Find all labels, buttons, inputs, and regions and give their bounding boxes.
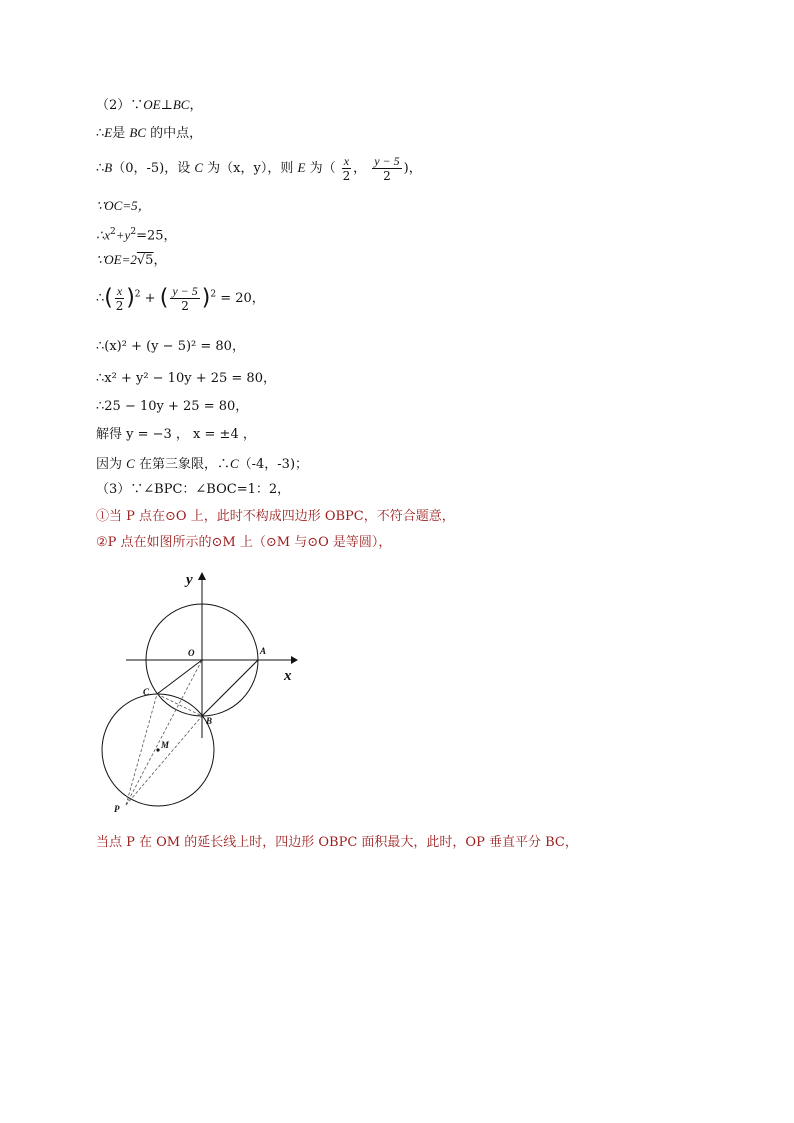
solution-line-2 xyxy=(96,124,202,143)
numerator: x xyxy=(116,284,123,298)
text: =25， xyxy=(136,228,177,244)
left-paren: ( xyxy=(159,285,169,311)
text: + xyxy=(144,291,156,306)
segment-po xyxy=(126,660,202,805)
text: )， xyxy=(403,161,422,176)
text: ⊥ xyxy=(160,98,173,113)
text: 因为 xyxy=(96,457,127,472)
text: ∵OE=2 xyxy=(96,252,137,267)
math: E xyxy=(297,160,306,175)
text: 的中点， xyxy=(146,126,203,141)
exponent: 2 xyxy=(110,227,116,237)
text: （2）∵ xyxy=(96,98,144,113)
geometry-figure xyxy=(96,568,306,818)
text: 是 xyxy=(112,126,130,141)
segment-bc xyxy=(157,694,202,716)
exponent: 2 xyxy=(134,289,141,300)
segment-oc xyxy=(157,660,202,694)
denominator: 2 xyxy=(342,169,351,183)
fraction-x-over-2 xyxy=(342,154,351,183)
label-a: A xyxy=(260,646,267,656)
numerator: x xyxy=(343,154,350,168)
text: ， xyxy=(189,98,203,113)
solution-line-14: ①当 P 点在⊙O 上，此时不构成四边形 OBPC，不符合题意， xyxy=(96,509,455,524)
y-axis-arrow xyxy=(198,572,206,580)
solution-line-6 xyxy=(96,251,166,270)
solution-line-15: ②P 点在如图所示的⊙M 上（⊙M 与⊙O 是等圆）， xyxy=(96,535,392,550)
axis-label-y: y xyxy=(186,572,193,588)
math: E xyxy=(104,125,113,140)
x-axis-arrow xyxy=(291,656,298,664)
text: 为（ xyxy=(305,161,336,176)
fraction-y-minus-5-over-2 xyxy=(372,154,401,183)
fraction-x-over-2 xyxy=(115,284,124,313)
solution-line-1 xyxy=(96,96,203,115)
left-paren: ( xyxy=(104,285,113,311)
segment-pc xyxy=(126,694,157,805)
axis-label-x: x xyxy=(284,668,292,684)
text: 为（x，y），则 xyxy=(203,161,298,176)
right-paren: ) xyxy=(126,285,135,311)
label-c: C xyxy=(143,687,150,697)
math: C xyxy=(194,160,204,175)
exponent: 2 xyxy=(210,289,217,300)
solution-line-7 xyxy=(96,284,265,313)
solution-line-12 xyxy=(96,455,308,474)
solution-line-9: ∴x² + y² − 10y + 25 = 80， xyxy=(96,371,276,386)
label-m: M xyxy=(161,740,170,750)
text: 在第三象限，∴ xyxy=(134,457,230,472)
text: ∴ xyxy=(96,161,105,176)
math: BC xyxy=(129,125,146,140)
math: B xyxy=(104,160,113,175)
text: ， xyxy=(353,161,367,176)
text: +y xyxy=(115,227,131,243)
text: = 20， xyxy=(216,291,265,306)
math: BC xyxy=(172,97,190,112)
numerator: y − 5 xyxy=(172,284,198,298)
text: ， xyxy=(153,253,167,268)
fraction-y-minus-5-over-2 xyxy=(170,284,199,313)
text: ∴ xyxy=(96,291,105,306)
solution-line-3 xyxy=(96,154,422,183)
exponent: 2 xyxy=(130,227,137,237)
right-paren: ) xyxy=(201,285,211,311)
segment-ab xyxy=(202,660,258,716)
text: （0，-5)，设 xyxy=(112,161,195,176)
solution-line-8: ∴(x)² + (y − 5)² = 80， xyxy=(96,339,245,354)
text: ∴x xyxy=(96,227,111,243)
math: OE xyxy=(143,97,161,112)
denominator: 2 xyxy=(383,169,391,183)
solution-line-10: ∴25 − 10y + 25 = 80， xyxy=(96,399,249,414)
label-p: P xyxy=(114,804,120,814)
label-b: B xyxy=(206,716,213,726)
solution-line-16: 当点 P 在 OM 的延长线上时，四边形 OBPC 面积最大，此时，OP 垂直平分 BC， xyxy=(96,835,578,850)
solution-line-5 xyxy=(96,223,177,245)
segment-pb xyxy=(126,716,202,805)
solution-line-13: （3）∵∠BPC：∠BOC=1：2， xyxy=(96,482,291,497)
solution-line-11: 解得 y = −3 ， x = ±4 ， xyxy=(96,427,256,442)
math: C xyxy=(126,456,135,471)
denominator: 2 xyxy=(115,299,124,313)
math: C xyxy=(229,456,239,471)
text: （-4，-3)； xyxy=(238,457,309,472)
denominator: 2 xyxy=(181,299,189,313)
sqrt-5: √5 xyxy=(136,253,154,268)
point-m xyxy=(156,748,159,751)
numerator: y − 5 xyxy=(374,154,400,168)
label-o: O xyxy=(188,648,195,658)
text: ∴ xyxy=(96,126,105,141)
solution-line-4: ∵OC=5， xyxy=(96,198,151,213)
